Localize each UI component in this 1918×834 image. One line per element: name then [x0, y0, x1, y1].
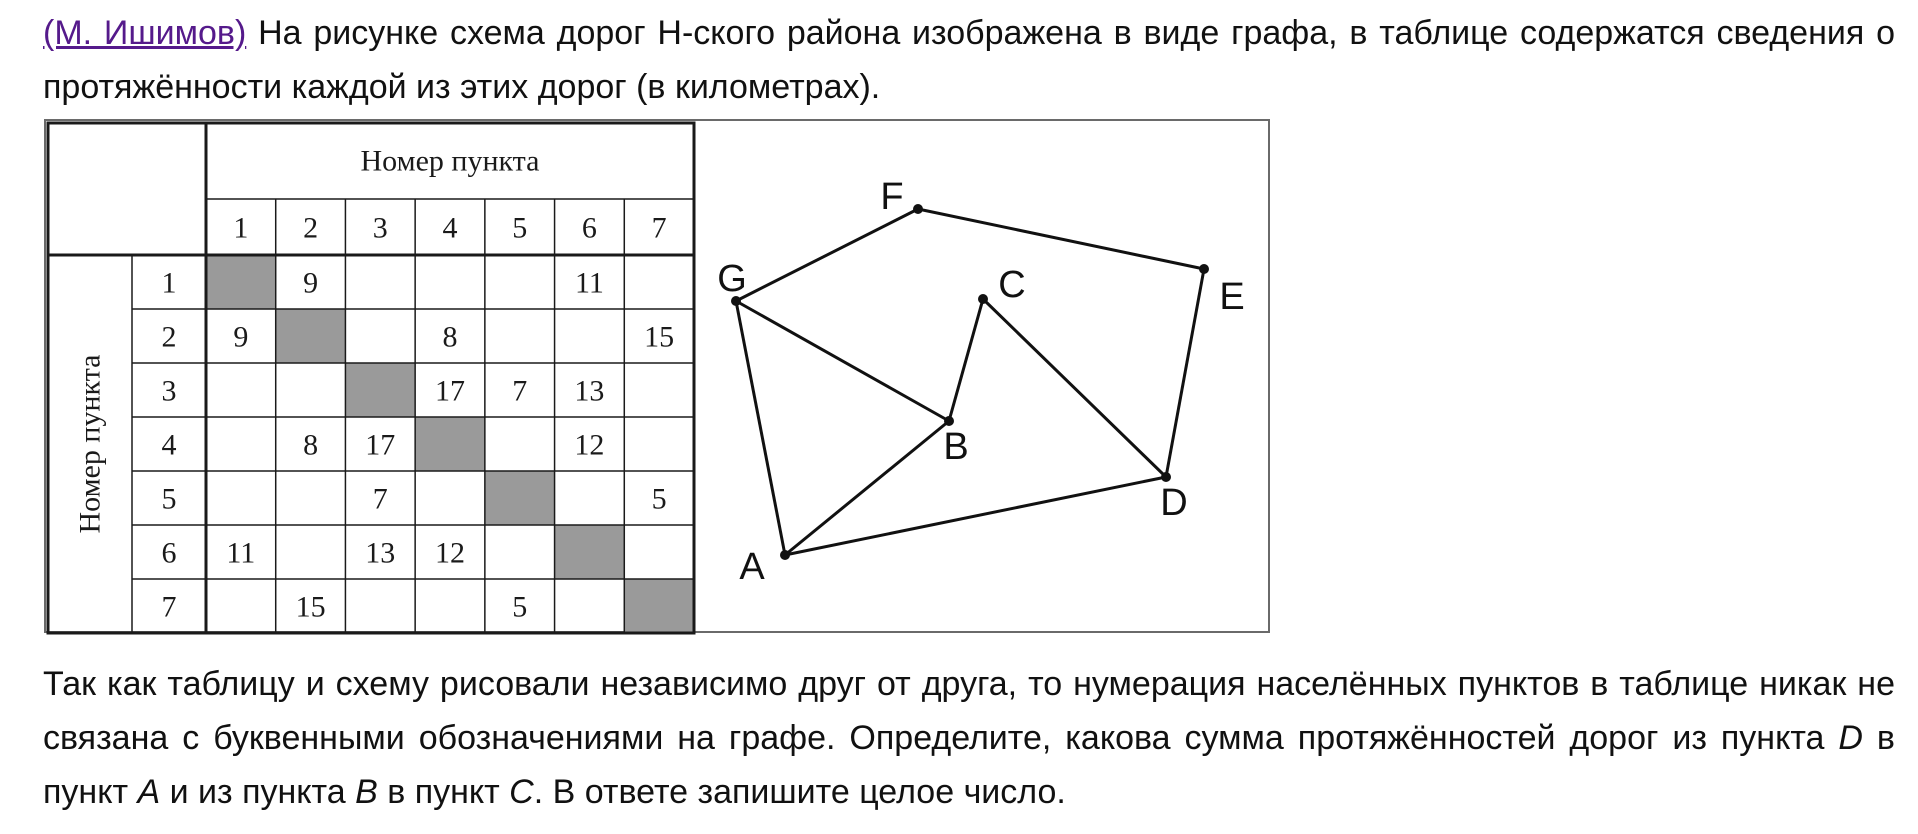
table-cell-value: 12	[435, 536, 465, 570]
question-text-5: . В ответе запишите целое число.	[533, 773, 1066, 811]
table-cell-value: 15	[644, 320, 675, 354]
table-cell-value: 5	[651, 482, 667, 516]
vertex-c	[978, 294, 988, 304]
table-cell-value: 8	[442, 320, 458, 354]
table-col-header: 2	[303, 211, 319, 245]
table-row-header: 4	[161, 428, 177, 462]
vertex-label-c: C	[998, 264, 1026, 306]
table-row-header: 5	[161, 482, 177, 516]
diagonal-cell	[276, 309, 346, 363]
table-row-header: 6	[161, 536, 177, 570]
question-text-2: в пункт	[43, 719, 1895, 811]
edge-b-c	[949, 299, 983, 421]
edge-d-a	[785, 477, 1166, 555]
edge-f-e	[918, 209, 1204, 269]
author-link[interactable]: (М. Ишимов)	[43, 14, 247, 52]
vertex-label-b: B	[943, 426, 969, 468]
table-col-header: 6	[581, 211, 597, 245]
vertex-b	[944, 416, 954, 426]
edge-g-f	[736, 209, 918, 301]
vertex-e	[1199, 264, 1209, 274]
table-row-header: 1	[161, 266, 177, 300]
edge-g-b	[736, 301, 949, 421]
distance-table	[48, 123, 694, 633]
table-cell-value: 7	[372, 482, 388, 516]
edge-a-b	[785, 421, 949, 555]
table-cell-value: 11	[226, 536, 256, 570]
point-c-label: C	[509, 773, 534, 811]
vertex-label-f: F	[880, 176, 904, 218]
vertex-f	[913, 204, 923, 214]
table-cell-value: 5	[512, 590, 528, 624]
question-text-3: и из пункта	[160, 773, 356, 811]
diagonal-cell	[206, 255, 276, 309]
table-cell-value: 17	[435, 374, 465, 408]
intro-text: На рисунке схема дорог Н-ского района изображена в виде графа, в таблице содержатся сведения о протяжённости каждой из этих дорог (в километрах).	[43, 14, 1895, 106]
table-row-header: 3	[161, 374, 177, 408]
point-d-label: D	[1838, 719, 1863, 757]
problem-question	[43, 657, 1895, 819]
table-cell-value: 15	[295, 590, 326, 624]
table-header-label: Номер пункта	[360, 144, 540, 178]
diagonal-cell	[415, 417, 485, 471]
table-col-header: 7	[651, 211, 667, 245]
edge-c-d	[983, 299, 1166, 477]
vertex-a	[780, 550, 790, 560]
table-col-header: 5	[512, 211, 528, 245]
diagonal-cell	[345, 363, 415, 417]
table-row-header: 2	[161, 320, 177, 354]
question-text-1: Так как таблицу и схему рисовали независимо друг от друга, то нумерация населённых пунктов в таблице никак не связана с буквенными обозначениями на графе. Определите, какова сумма протяжённостей дорог из пункта	[43, 665, 1895, 757]
table-cell-value: 9	[233, 320, 249, 354]
table-col-header: 4	[442, 211, 458, 245]
point-a-label: A	[137, 773, 161, 811]
vertex-label-e: E	[1219, 276, 1245, 318]
table-cell-value: 13	[365, 536, 396, 570]
table-cell-value: 9	[303, 266, 319, 300]
diagonal-cell	[624, 579, 694, 633]
point-b-label: B	[355, 773, 378, 811]
table-cell-value: 7	[512, 374, 528, 408]
table-side-label: Номер пункта	[73, 354, 107, 534]
diagonal-cell	[485, 471, 555, 525]
table-cell-value: 12	[574, 428, 605, 462]
diagonal-cell	[555, 525, 625, 579]
figure-svg	[46, 121, 1272, 635]
vertex-label-g: G	[717, 258, 747, 300]
table-col-header: 1	[233, 211, 249, 245]
edge-e-d	[1166, 269, 1204, 477]
table-row-header: 7	[161, 590, 177, 624]
vertex-label-a: A	[739, 546, 765, 588]
vertex-d	[1161, 472, 1171, 482]
problem-figure	[44, 119, 1270, 633]
table-cell-value: 17	[365, 428, 396, 462]
table-cell-value: 11	[574, 266, 604, 300]
question-text-4: в пункт	[377, 773, 510, 811]
problem-intro	[43, 6, 1895, 114]
table-cell-value: 13	[574, 374, 605, 408]
edge-a-g	[736, 301, 785, 555]
table-cell-value: 8	[303, 428, 319, 462]
road-graph	[717, 176, 1244, 588]
vertex-label-d: D	[1160, 482, 1188, 524]
table-col-header: 3	[372, 211, 388, 245]
